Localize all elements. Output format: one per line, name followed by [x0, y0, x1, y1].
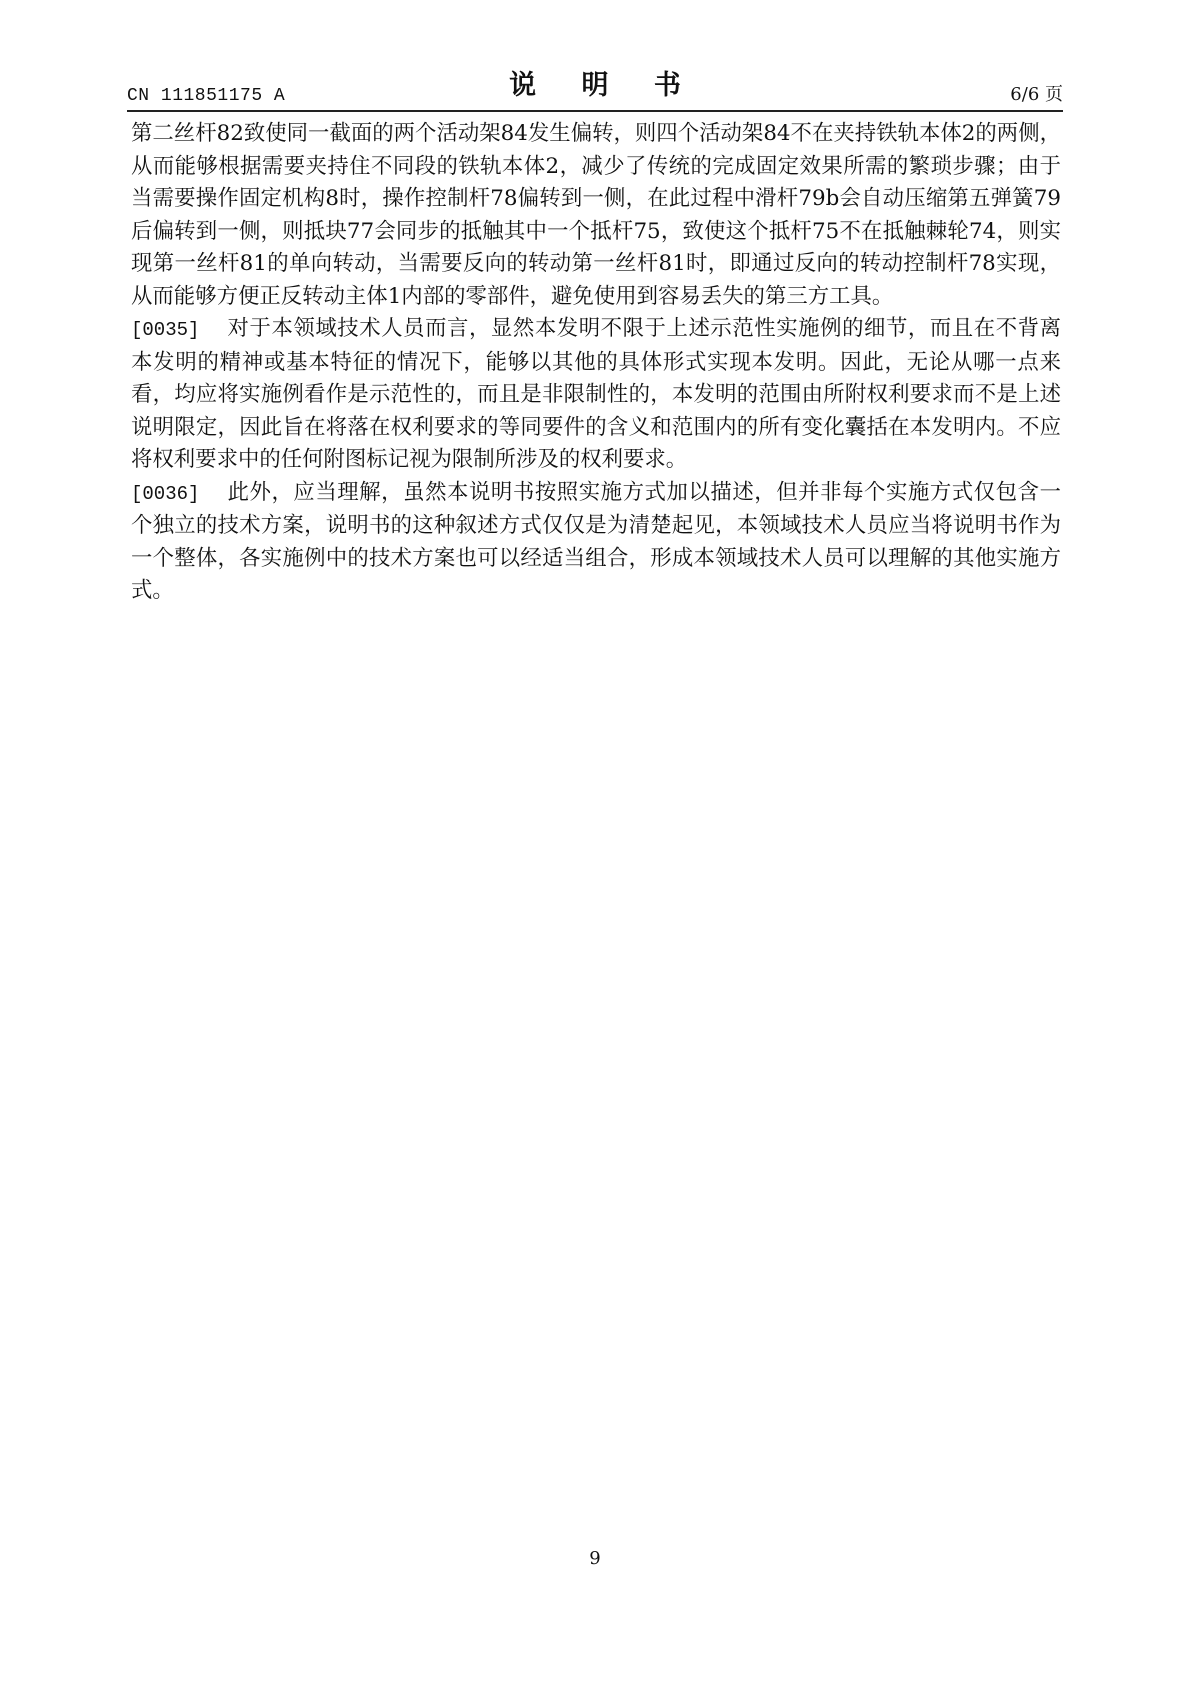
paragraph-text: 此外，应当理解，虽然本说明书按照实施方式加以描述，但并非每个实施方式仅包含一个独立的技术方案，说明书的这种叙述方式仅仅是为清楚起见，本领域技术人员应当将说明书作为一个整体，各实施例中的技术方案也可以经适当组合，形成本领域技术人员可以理解的其他实施方式。: [131, 479, 1061, 603]
paragraph-0036: [131, 477, 1061, 608]
paragraph-number: [0036]: [131, 482, 200, 505]
publication-number: CN 111851175 A: [127, 86, 286, 106]
page-number: 9: [589, 1548, 601, 1569]
page-header: [127, 66, 1063, 112]
paragraph-text: 第二丝杆82致使同一截面的两个活动架84发生偏转，则四个活动架84不在夹持铁轨本体2的两侧，从而能够根据需要夹持住不同段的铁轨本体2，减少了传统的完成固定效果所需的繁琐步骤；由于当需要操作固定机构8时，操作控制杆78偏转到一侧，在此过程中滑杆79b会自动压缩第五弹簧79后偏转到一侧，则抵块77会同步的抵触其中一个抵杆75，致使这个抵杆75不在抵触棘轮74，则实现第一丝杆81的单向转动，当需要反向的转动第一丝杆81时，即通过反向的转动控制杆78实现，从而能够方便正反转动主体1内部的零部件，避免使用到容易丢失的第三方工具。: [131, 121, 1061, 309]
paragraph-text: 对于本领域技术人员而言，显然本发明不限于上述示范性实施例的细节，而且在不背离本发明的精神或基本特征的情况下，能够以其他的具体形式实现本发明。因此，无论从哪一点来看，均应将实施例看作是示范性的，而且是非限制性的，本发明的范围由所附权利要求而不是上述说明限定，因此旨在将落在权利要求的等同要件的含义和范围内的所有变化囊括在本发明内。不应将权利要求中的任何附图标记视为限制所涉及的权利要求。: [131, 316, 1061, 472]
paragraph-continuation: [131, 118, 1061, 313]
paragraph-0035: [131, 313, 1061, 477]
page-indicator: 6/6 页: [1010, 84, 1063, 105]
document-body: [131, 118, 1061, 608]
document-title: 说 明 书: [509, 70, 699, 101]
paragraph-number: [0035]: [131, 319, 200, 341]
